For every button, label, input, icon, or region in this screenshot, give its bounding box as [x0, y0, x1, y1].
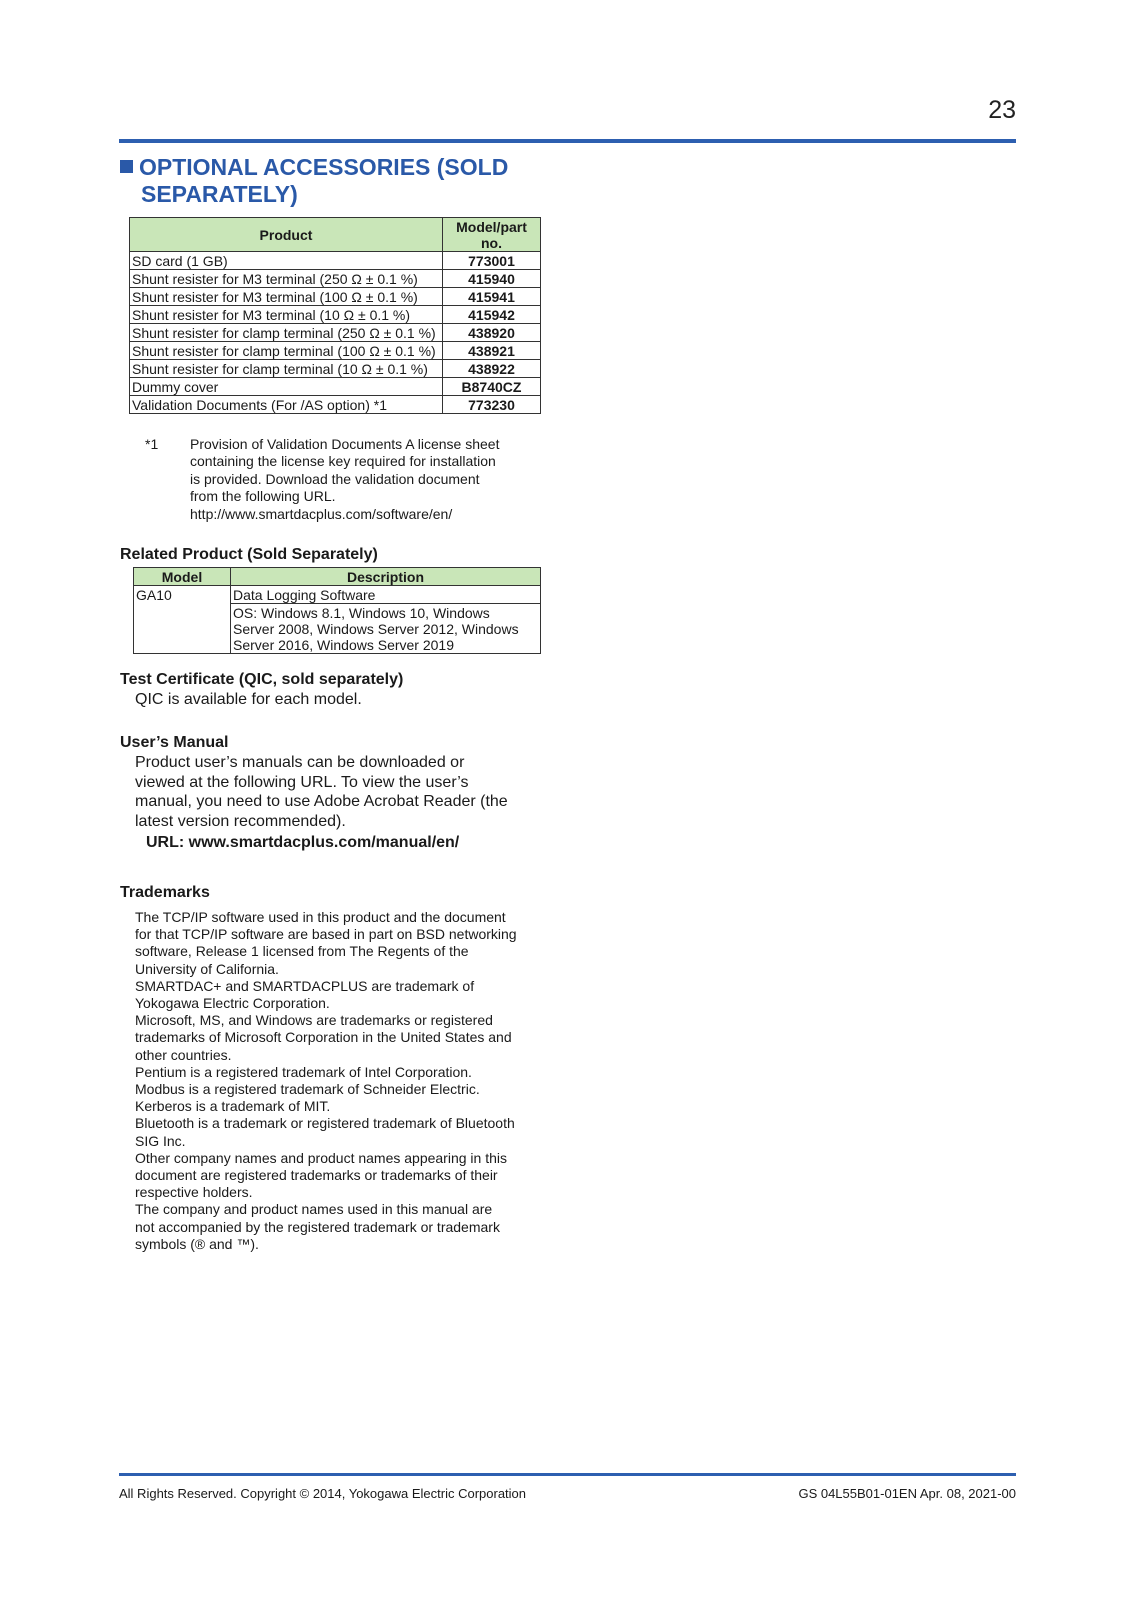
trademark-line: not accompanied by the registered trademark or trademark: [135, 1218, 500, 1235]
os-description-cell: [231, 604, 541, 654]
table-row: [130, 378, 541, 396]
trademark-line: trademarks of Microsoft Corporation in the United States and: [135, 1029, 512, 1046]
accessories-table: [129, 217, 541, 414]
table-row: [130, 270, 541, 288]
model-number-cell: B8740CZ: [443, 378, 541, 396]
page-number: 23: [988, 96, 1016, 124]
trademark-line: symbols (® and ™).: [135, 1235, 259, 1252]
col-header-product: Product: [130, 218, 443, 252]
model-number-cell: 773230: [443, 396, 541, 414]
model-cell: GA10: [134, 586, 231, 654]
trademark-line: Modbus is a registered trademark of Schneider Electric.: [135, 1081, 480, 1098]
square-bullet-icon: [120, 160, 133, 173]
trademark-line: University of California.: [135, 960, 279, 977]
trademark-line: SMARTDAC+ and SMARTDACPLUS are trademark of: [135, 977, 475, 994]
table-row: [130, 306, 541, 324]
table-header-row: [130, 218, 541, 252]
trademark-line: Pentium is a registered trademark of Intel Corporation.: [135, 1063, 472, 1080]
trademark-line: for that TCP/IP software are based in part on BSD networking: [135, 926, 517, 943]
table-header-row: [134, 568, 541, 586]
trademarks-text: [135, 909, 545, 1253]
os-line: Server 2016, Windows Server 2019: [233, 637, 454, 653]
trademark-line: other countries.: [135, 1046, 232, 1063]
col-header-model: Model: [134, 568, 231, 586]
footnote-line: containing the license key required for installation: [190, 453, 496, 470]
footnote-line: Provision of Validation Documents A license sheet: [190, 436, 500, 452]
manual-line: viewed at the following URL. To view the user’s: [135, 773, 469, 791]
model-number-cell: 438921: [443, 342, 541, 360]
table-row: [130, 396, 541, 414]
heading-line-1: OPTIONAL ACCESSORIES (SOLD: [139, 154, 509, 180]
footnote-text: [190, 436, 535, 523]
table-row: [130, 324, 541, 342]
trademark-line: SIG Inc.: [135, 1132, 186, 1149]
trademark-line: Other company names and product names appearing in this: [135, 1149, 507, 1166]
product-cell: Shunt resister for clamp terminal (250 Ω ± 0.1 %): [130, 324, 443, 342]
section-heading: [120, 154, 550, 208]
model-number-cell: 415940: [443, 270, 541, 288]
trademark-line: document are registered trademarks or trademarks of their: [135, 1167, 498, 1184]
product-cell: Shunt resister for M3 terminal (250 Ω ± 0.1 %): [130, 270, 443, 288]
related-product-table: [133, 567, 541, 654]
model-number-cell: 415941: [443, 288, 541, 306]
model-number-cell: 415942: [443, 306, 541, 324]
product-cell: Shunt resister for clamp terminal (100 Ω ± 0.1 %): [130, 342, 443, 360]
table-row: [134, 586, 541, 604]
heading-line-2: SEPARATELY): [141, 181, 298, 207]
users-manual-title: User’s Manual: [120, 734, 229, 751]
footnote-line: from the following URL.: [190, 488, 336, 505]
manual-line: manual, you need to use Adobe Acrobat Reader (the: [135, 793, 508, 810]
manual-url: URL: www.smartdacplus.com/manual/en/: [146, 834, 460, 851]
related-product-title: Related Product (Sold Separately): [120, 546, 378, 563]
col-header-model: Model/part no.: [443, 218, 541, 252]
users-manual-text: [135, 753, 555, 831]
test-certificate-title: Test Certificate (QIC, sold separately): [120, 671, 404, 688]
product-cell: Shunt resister for M3 terminal (10 Ω ± 0.1 %): [130, 306, 443, 324]
os-line: OS: Windows 8.1, Windows 10, Windows: [233, 605, 490, 621]
trademark-line: respective holders.: [135, 1184, 253, 1201]
model-number-cell: 438920: [443, 324, 541, 342]
product-cell: Validation Documents (For /AS option) *1: [130, 396, 443, 414]
trademark-line: Kerberos is a trademark of MIT.: [135, 1098, 331, 1115]
model-number-cell: 438922: [443, 360, 541, 378]
footnote-mark: *1: [145, 436, 159, 452]
col-header-description: Description: [231, 568, 541, 586]
product-cell: SD card (1 GB): [130, 252, 443, 270]
os-line: Server 2008, Windows Server 2012, Windows: [233, 621, 519, 637]
trademark-line: Bluetooth is a trademark or registered trademark of Bluetooth: [135, 1115, 515, 1132]
table-row: [130, 360, 541, 378]
trademark-line: Microsoft, MS, and Windows are trademarks or registered: [135, 1012, 493, 1029]
test-certificate-text: QIC is available for each model.: [135, 691, 362, 708]
product-cell: Dummy cover: [130, 378, 443, 396]
trademark-line: The TCP/IP software used in this product and the document: [135, 909, 506, 925]
table-row: [130, 252, 541, 270]
trademarks-title: Trademarks: [120, 884, 210, 901]
trademark-line: software, Release 1 licensed from The Regents of the: [135, 943, 469, 960]
manual-line: Product user’s manuals can be downloaded or: [135, 754, 465, 771]
footnote: [145, 436, 535, 523]
product-cell: Shunt resister for M3 terminal (100 Ω ± 0.1 %): [130, 288, 443, 306]
manual-line: latest version recommended).: [135, 812, 346, 830]
trademark-line: Yokogawa Electric Corporation.: [135, 995, 330, 1012]
footnote-line: http://www.smartdacplus.com/software/en/: [190, 505, 453, 522]
trademark-line: The company and product names used in this manual are: [135, 1201, 493, 1218]
table-row: [130, 288, 541, 306]
bottom-rule: [119, 1473, 1016, 1476]
model-number-cell: 773001: [443, 252, 541, 270]
footer-doc-id: GS 04L55B01-01EN Apr. 08, 2021-00: [798, 1486, 1016, 1501]
footnote-line: is provided. Download the validation document: [190, 470, 480, 487]
footer-copyright: All Rights Reserved. Copyright © 2014, Yokogawa Electric Corporation: [119, 1486, 527, 1501]
product-cell: Shunt resister for clamp terminal (10 Ω ± 0.1 %): [130, 360, 443, 378]
table-row: [130, 342, 541, 360]
description-cell: Data Logging Software: [231, 586, 541, 604]
top-rule: [119, 139, 1016, 143]
